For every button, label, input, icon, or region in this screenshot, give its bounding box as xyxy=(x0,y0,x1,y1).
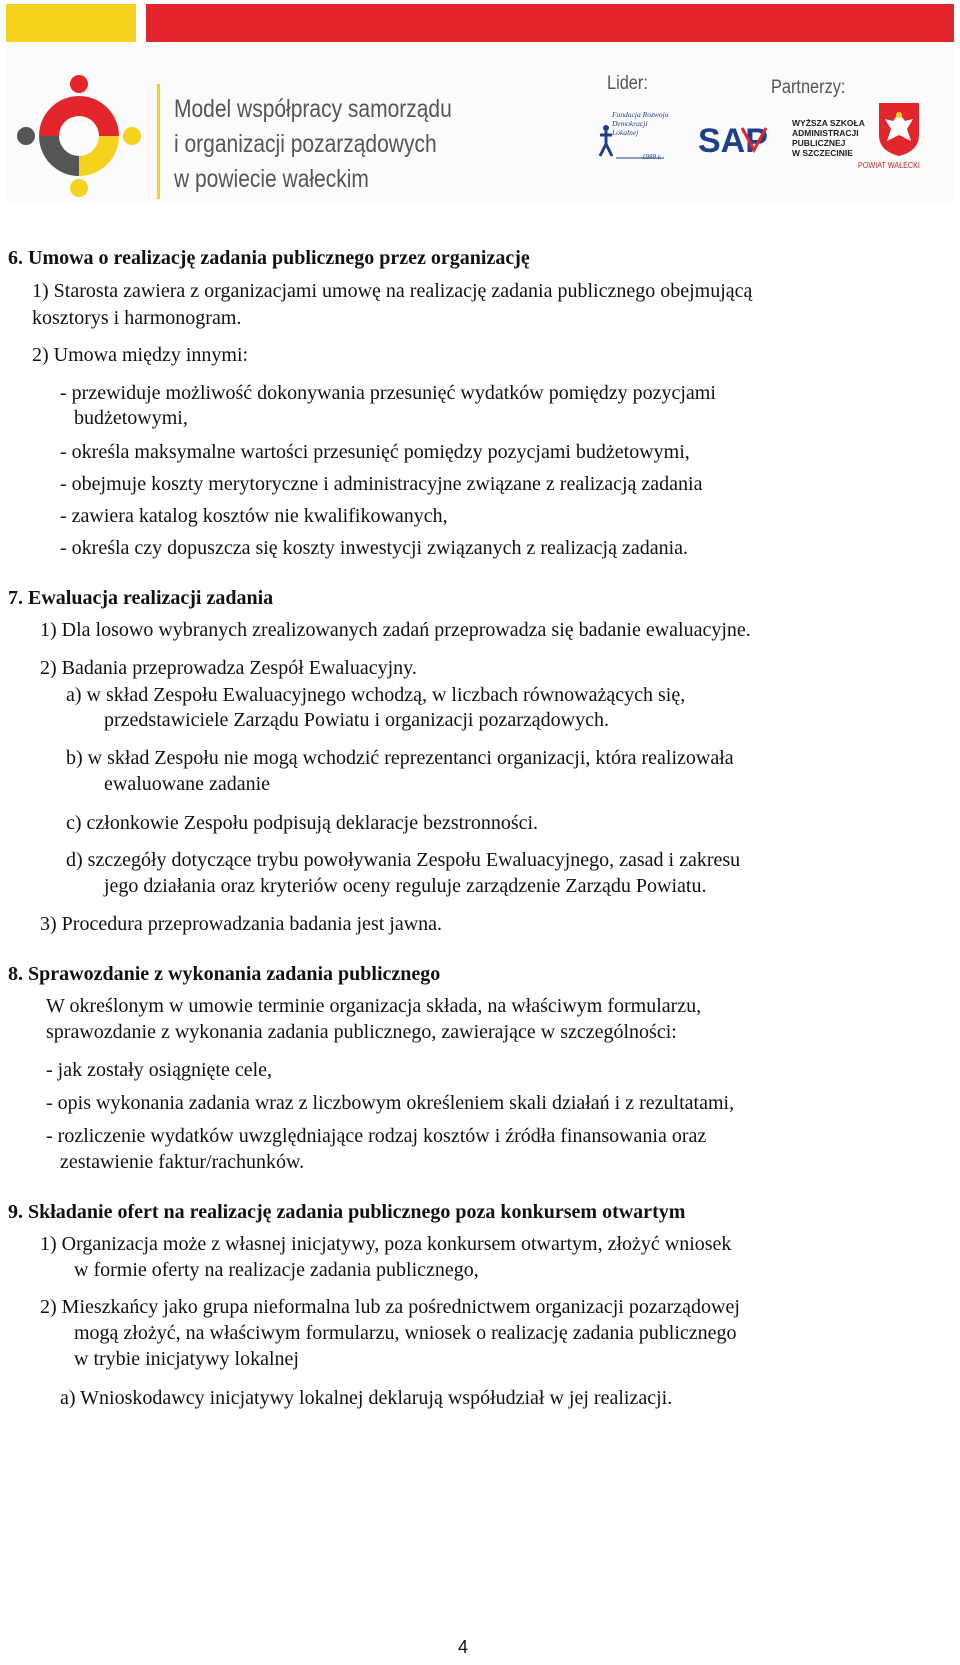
s9-point-1-cont: w formie oferty na realizacje zadania publicznego, xyxy=(74,1259,479,1281)
s8-intro: W określonym w umowie terminie organizacja składa, na właściwym formularzu, xyxy=(46,995,702,1017)
s7-sub-a: a) w skład Zespołu Ewaluacyjnego wchodzą, w liczbach równoważących się, xyxy=(66,684,686,706)
section-6-heading: 6. Umowa o realizację zadania publicznego przez organizację xyxy=(8,247,530,269)
s6-list-item: - obejmuje koszty merytoryczne i administracyjne związane z realizacją zadania xyxy=(60,473,703,495)
s7-sub-c: c) członkowie Zespołu podpisują deklaracje bezstronności. xyxy=(66,812,539,834)
s9-point-2-cont: w trybie inicjatywy lokalnej xyxy=(74,1348,299,1370)
section-8-heading: 8. Sprawozdanie z wykonania zadania publicznego xyxy=(8,963,441,985)
s8-intro-cont: sprawozdanie z wykonania zadania publicznego, zawierające w szczególności: xyxy=(46,1021,677,1043)
powiat-label: POWIAT WAŁECKI xyxy=(858,161,920,170)
header-title: Model współpracy samorządu i organizacji pozarządowych w powiecie wałeckim xyxy=(174,95,452,193)
partners-label: Partnerzy: xyxy=(771,77,846,98)
s9-point-2-cont: mogą złożyć, na właściwym formularzu, wniosek o realizację zadania publicznego xyxy=(74,1322,737,1344)
s6-list-item: - zawiera katalog kosztów nie kwalifikowanych, xyxy=(60,505,448,527)
s7-point-1: 1) Dla losowo wybranych zrealizowanych zadań przeprowadza się badanie ewaluacyjne. xyxy=(40,619,751,641)
s6-list-item: - określa maksymalne wartości przesunięć pomiędzy pozycjami budżetowymi, xyxy=(60,441,690,463)
lider-label: Lider: xyxy=(607,73,648,94)
s6-list-item: - określa czy dopuszcza się koszty inwestycji związanych z realizacją zadania. xyxy=(60,537,689,559)
section-9-heading: 9. Składanie ofert na realizację zadania publicznego poza konkursem otwartym xyxy=(8,1201,686,1223)
s8-list-item: - rozliczenie wydatków uwzględniające rodzaj kosztów i źródła finansowania oraz xyxy=(46,1125,707,1147)
s6-point-1-cont: kosztorys i harmonogram. xyxy=(32,307,242,329)
frdl-name: Fundacja Rozwoju Demokracji Lokalnej xyxy=(612,110,669,137)
frdl-year: 1989 r. xyxy=(642,153,662,161)
s9-sub-a: a) Wnioskodawcy inicjatywy lokalnej deklarują współudział w jej realizacji. xyxy=(60,1387,673,1409)
s9-point-2: 2) Mieszkańcy jako grupa nieformalna lub za pośrednictwem organizacji pozarządowej xyxy=(40,1296,740,1318)
s7-sub-d: d) szczegóły dotyczące trybu powoływania Zespołu Ewaluacyjnego, zasad i zakresu xyxy=(66,849,741,871)
s6-point-2: 2) Umowa między innymi: xyxy=(32,344,249,366)
s6-point-1: 1) Starosta zawiera z organizacjami umowę na realizację zadania publicznego obejmującą xyxy=(32,280,753,302)
sap-name: WYŻSZA SZKOŁA ADMINISTRACJI PUBLICZNEJ W SZCZECINIE xyxy=(792,118,865,158)
svg-text:SAP: SAP xyxy=(698,122,768,158)
s7-sub-a-cont: przedstawiciele Zarządu Powiatu i organizacji pozarządowych. xyxy=(104,709,609,731)
section-7-heading: 7. Ewaluacja realizacji zadania xyxy=(8,587,274,609)
s7-point-3: 3) Procedura przeprowadzania badania jest jawna. xyxy=(40,913,443,935)
s8-list-item: - jak zostały osiągnięte cele, xyxy=(46,1059,273,1081)
s6-list-item: - przewiduje możliwość dokonywania przesunięć wydatków pomiędzy pozycjami xyxy=(60,382,716,404)
s7-point-2: 2) Badania przeprowadza Zespół Ewaluacyjny. xyxy=(40,657,417,679)
page-number: 4 xyxy=(458,1637,469,1657)
s6-list-item-cont: budżetowymi, xyxy=(74,407,188,429)
s7-sub-b: b) w skład Zespołu nie mogą wchodzić reprezentanci organizacji, która realizowała xyxy=(66,747,734,769)
s8-list-item-cont: zestawienie faktur/rachunków. xyxy=(60,1151,305,1173)
s8-list-item: - opis wykonania zadania wraz z liczbowym określeniem skali działań i z rezultatami, xyxy=(46,1092,735,1114)
s7-sub-b-cont: ewaluowane zadanie xyxy=(104,773,271,795)
s7-sub-d-cont: jego działania oraz kryteriów oceny reguluje zarządzenie Zarządu Powiatu. xyxy=(104,875,707,897)
s9-point-1: 1) Organizacja może z własnej inicjatywy, poza konkursem otwartym, złożyć wniosek xyxy=(40,1233,732,1255)
